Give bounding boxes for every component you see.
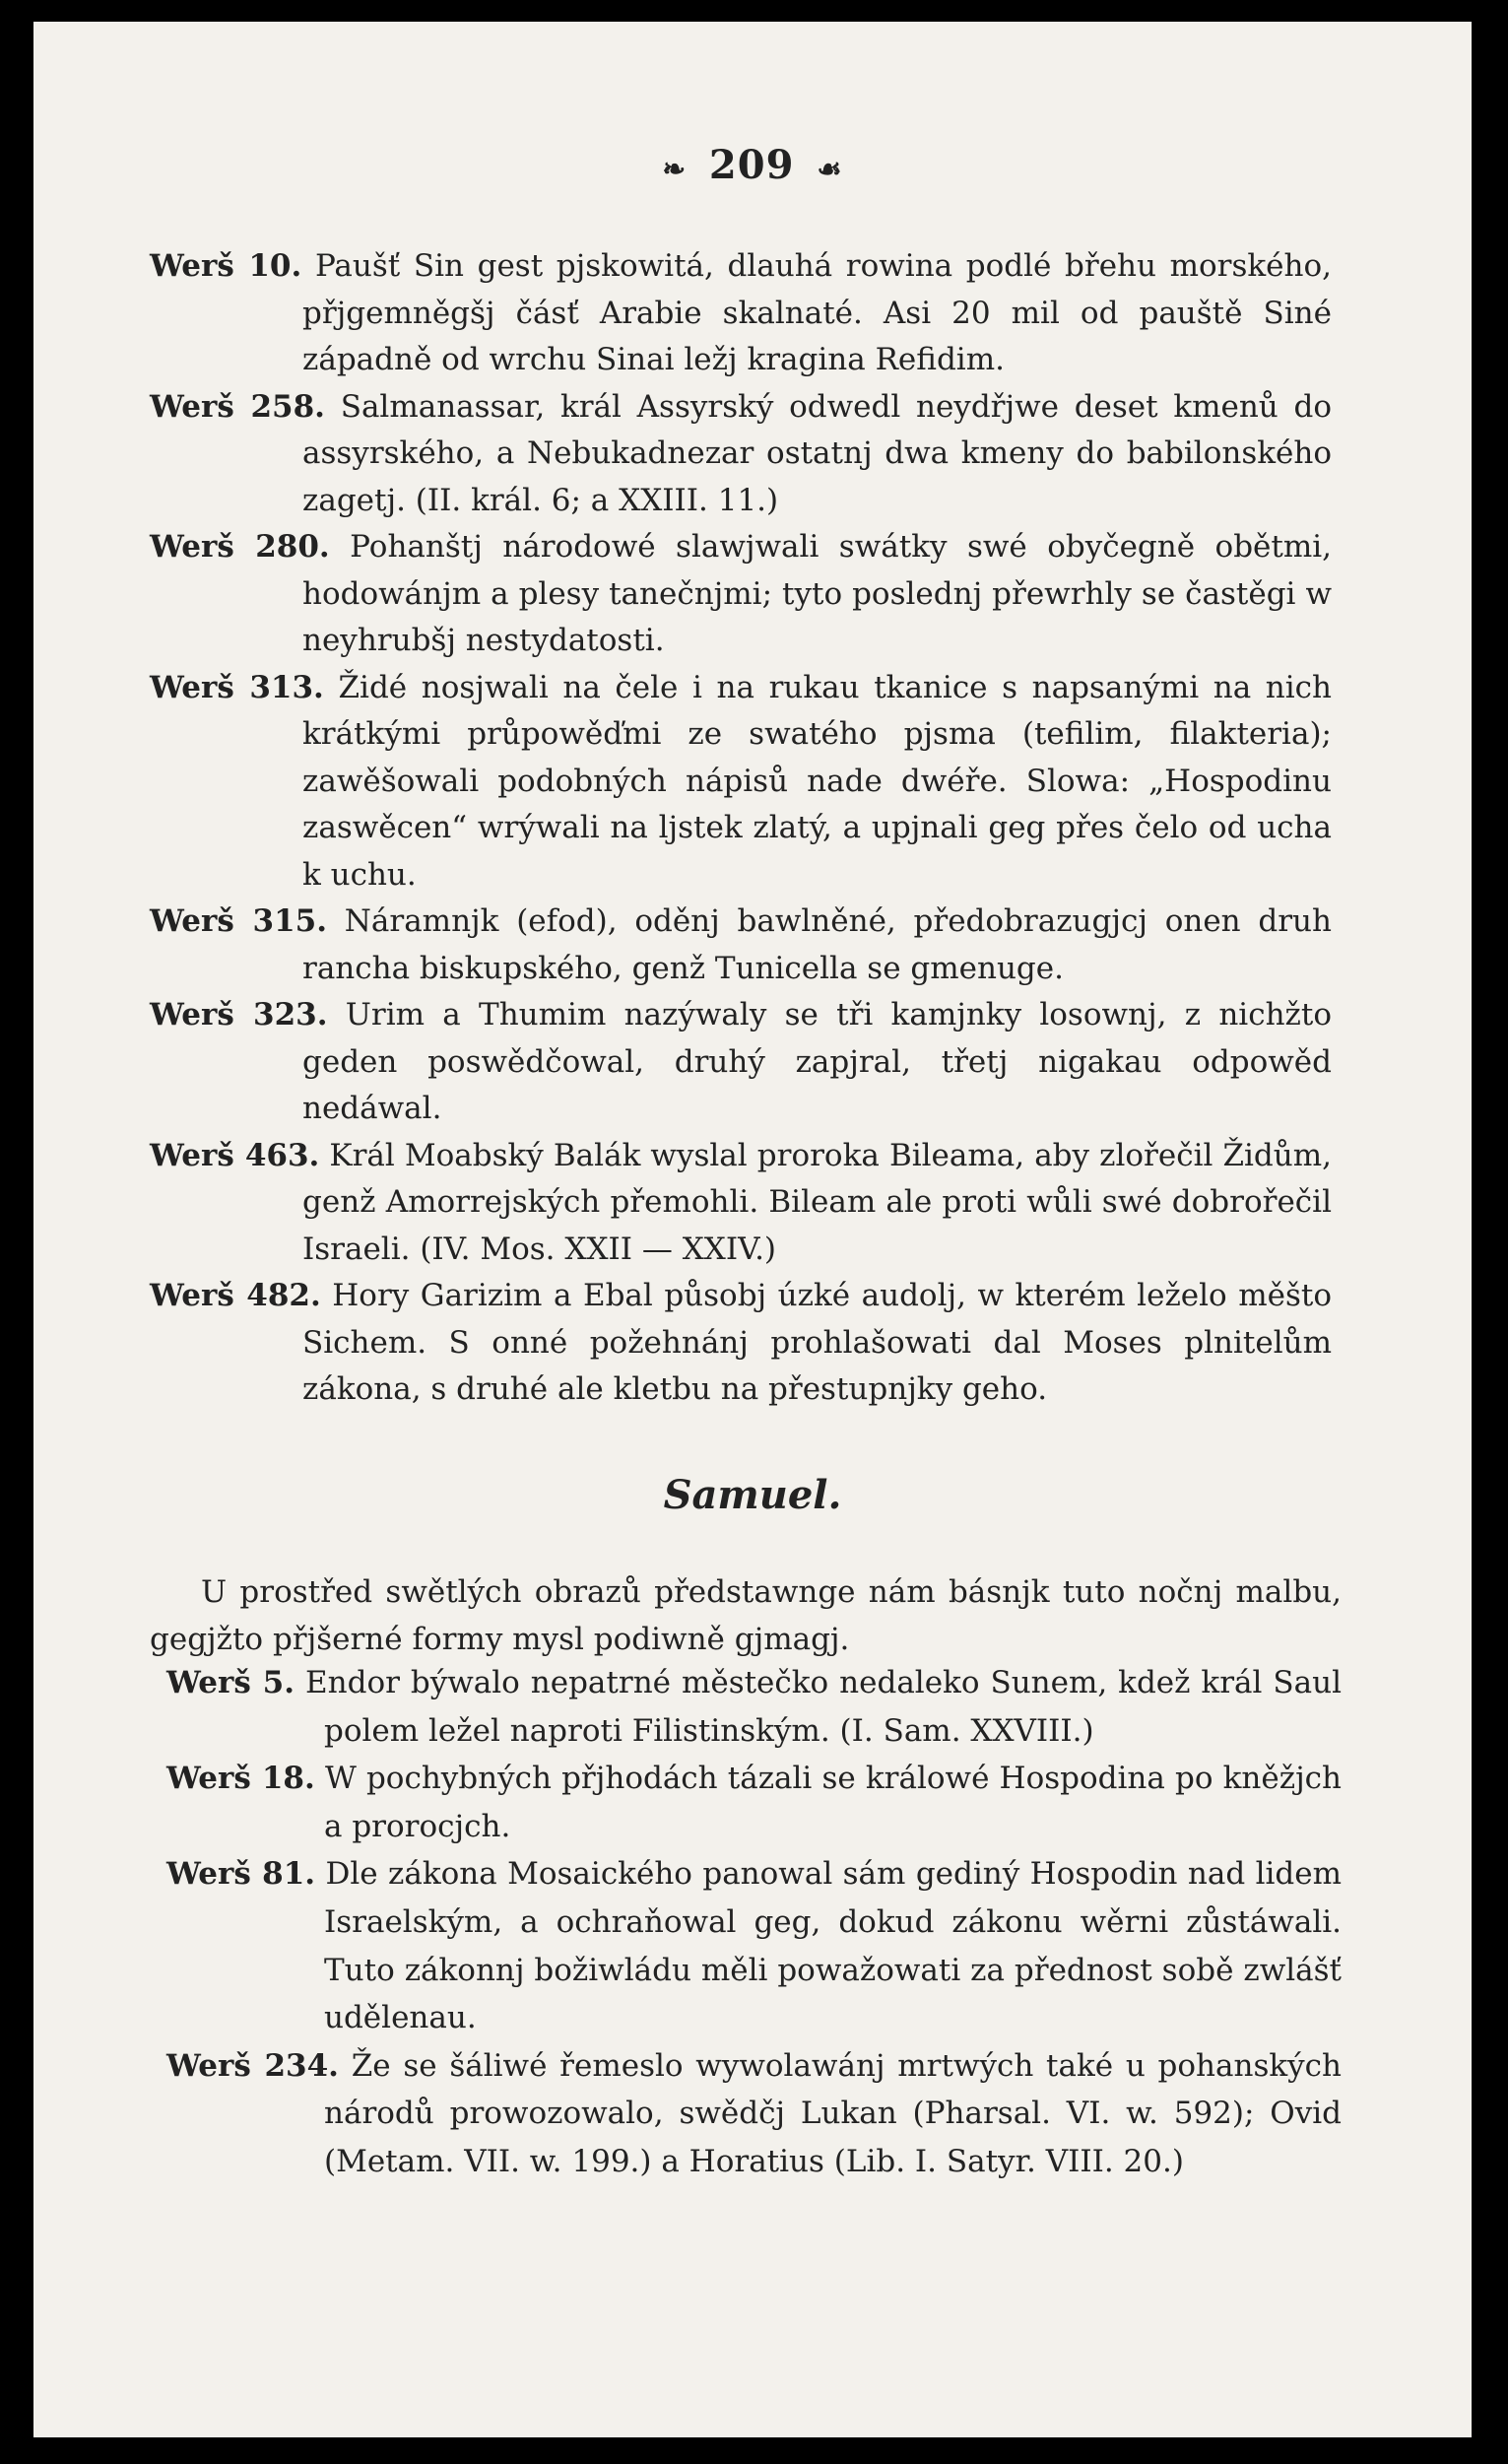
verse-label: Werš 482. — [150, 1278, 321, 1313]
verse-label: Werš 313. — [150, 669, 324, 705]
note-text: Náramnjk (efod), oděnj bawlněné, předobrazugjcj onen druh rancha biskupského, genž Tunicella se gmenuge. — [302, 903, 1332, 986]
verse-label: Werš 315. — [150, 903, 327, 939]
note-entry — [150, 992, 1332, 1133]
book-page — [33, 22, 1472, 2437]
section-intro: U prostřed swětlých obrazů předstawnge nám básnjk tuto nočnj malbu, gegjžto přjšerné formy mysl podiwně gjmagj. — [150, 1574, 1342, 1657]
verse-label: Werš 10. — [150, 248, 302, 284]
note-text: W pochybných přjhodách tázali se králowé Hospodina po kněžjch a prorocjch. — [324, 1761, 1343, 1844]
note-entry — [150, 243, 1332, 384]
note-text: Král Moabský Balák wyslal proroka Bileama, aby zlořečil Židům, genž Amorrejských přemohli. Bileam ale proti wůli swé dobrořečil Israeli. (IV. Mos. XXII — XXIV.) — [302, 1137, 1332, 1267]
verse-label: Werš 323. — [150, 997, 328, 1032]
page-header — [33, 142, 1472, 188]
note-entry — [150, 899, 1332, 992]
verse-label: Werš 280. — [150, 529, 330, 565]
note-entry — [150, 384, 1332, 525]
verse-label: Werš 463. — [150, 1137, 320, 1173]
note-text: Urim a Thumim nazýwaly se tři kamjnky losownj, z nichžto geden poswědčowal, druhý zapjral, třetj nigakau odpowěd nedáwal. — [302, 997, 1332, 1126]
notes-list — [150, 243, 1332, 1414]
notes-list-samuel — [166, 1659, 1342, 2186]
note-entry — [166, 1755, 1342, 1850]
verse-label: Werš 234. — [166, 2047, 339, 2084]
note-entry — [166, 2042, 1342, 2186]
section-title: Samuel. — [663, 1472, 842, 1518]
note-entry — [166, 1850, 1342, 2041]
note-text: Paušť Sin gest pjskowitá, dlauhá rowina podlé břehu morského, přjgemněgšj čásť Arabie skalnaté. Asi 20 mil od pauště Siné západně od wrchu Sinai ležj kragina Refidim. — [302, 248, 1333, 377]
note-text: Hory Garizim a Ebal působj úzké audolj, w kterém leželo měšto Sichem. S onné požehnánj prohlašowati dal Moses plnitelům zákona, s druhé ale kletbu na přestupnjky geho. — [302, 1278, 1332, 1407]
note-entry — [150, 524, 1332, 665]
note-text: Dle zákona Mosaického panowal sám gediný Hospodin nad lidem Israelským, a ochraňowal geg, dokud zákonu wěrni zůstáwali. Tuto zákonnj božiwládu měli powažowati za přednost sobě zwlášť udělenau. — [324, 1856, 1342, 2036]
note-text: Pohanštj národowé slawjwali swátky swé obyčegně obětmi, hodowánjm a plesy tanečnjmi; tyto poslednj přewrhly se častěgi w neyhrubšj nestydatosti. — [302, 529, 1333, 658]
ornament-right-icon: ☙ — [817, 152, 843, 185]
note-text: Židé nosjwali na čele i na rukau tkanice s napsanými na nich krátkými průpowěďmi ze swatého pjsma (tefilim, filakteria); zawěšowali podobných nápisů nade dwéře. Slowa: „Hospodinu zaswěcen“ wrýwali na ljstek zlatý, a upjnali geg přes čelo od ucha k uchu. — [302, 669, 1333, 893]
verse-label: Werš 18. — [166, 1761, 315, 1797]
note-text: Salmanassar, král Assyrský odwedl neydřjwe deset kmenů do assyrského, a Nebukadnezar ostatnj dwa kmeny do babilonského zagetj. (II. král. 6; a XXIII. 11.) — [302, 388, 1333, 518]
verse-label: Werš 258. — [150, 388, 325, 425]
note-entry — [150, 665, 1332, 899]
verse-label: Werš 81. — [166, 1856, 316, 1893]
note-text: Endor býwalo nepatrné městečko nedaleko Sunem, kdež král Saul polem ležel naproti Filistinským. (I. Sam. XXVIII.) — [305, 1665, 1342, 1749]
note-entry — [150, 1133, 1332, 1274]
note-entry — [166, 1659, 1342, 1755]
page-number: 209 — [708, 142, 795, 188]
verse-label: Werš 5. — [166, 1665, 295, 1700]
note-entry — [150, 1273, 1332, 1414]
note-text: Že se šáliwé řemeslo wywolawánj mrtwých také u pohanských národů prowozowalo, swědčj Lukan (Pharsal. VI. w. 592); Ovid (Metam. VII. w. 199.) a Horatius (Lib. I. Satyr. VIII. 20.) — [324, 2047, 1342, 2179]
ornament-left-icon: ❧ — [662, 152, 687, 185]
